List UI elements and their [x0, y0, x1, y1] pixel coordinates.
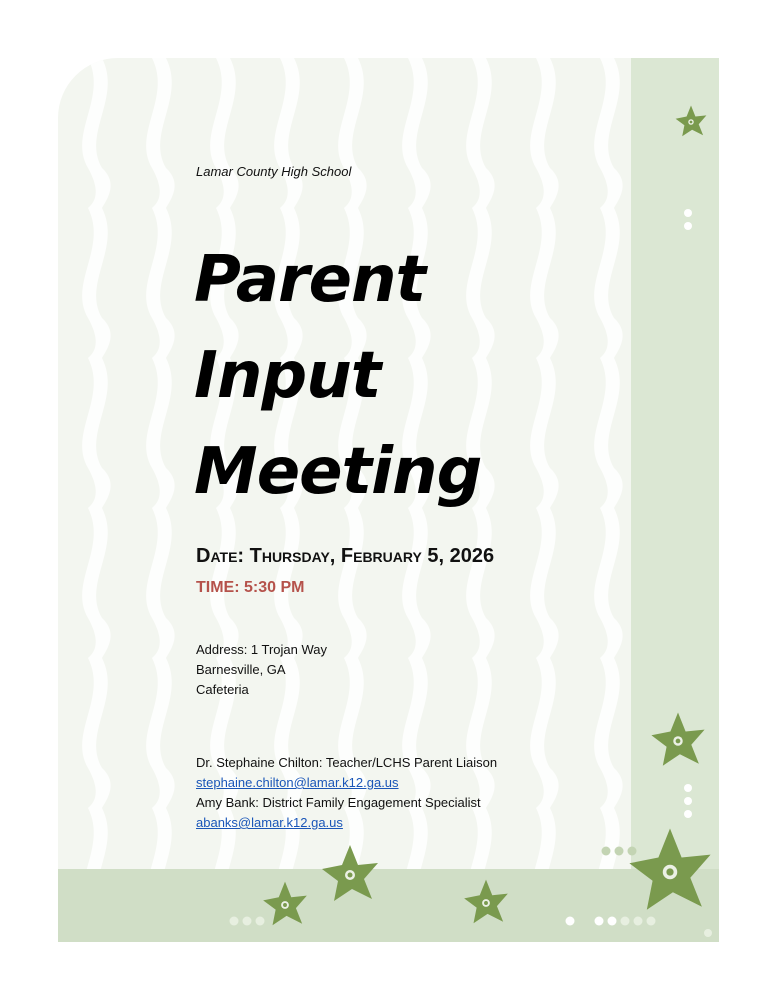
- dots-icon: [566, 917, 713, 938]
- contact-email-link[interactable]: stephaine.chilton@lamar.k12.ga.us: [196, 775, 399, 790]
- contacts-block: [196, 753, 497, 833]
- address-line: Address: 1 Trojan Way: [196, 642, 328, 657]
- flower-icon: [676, 106, 707, 137]
- flower-icon: [651, 713, 704, 766]
- address-block: [196, 640, 327, 700]
- address-city: Barnesville, GA: [196, 662, 286, 677]
- dots-icon: [684, 209, 692, 230]
- contact-name: Dr. Stephaine Chilton: Teacher/LCHS Parent Liaison: [196, 755, 498, 770]
- dots-icon: [230, 917, 265, 926]
- title-line: Meeting: [194, 435, 482, 509]
- flower-icon: [263, 882, 307, 926]
- title-line: Input: [194, 339, 381, 413]
- meeting-date: Date: Thursday, February 5, 2026: [196, 545, 495, 567]
- school-name: Lamar County High School: [196, 164, 352, 179]
- title-line: Parent: [194, 243, 426, 317]
- address-location: Cafeteria: [196, 682, 249, 697]
- flower-icon: [464, 880, 508, 924]
- meeting-time: TIME: 5:30 PM: [196, 579, 305, 596]
- flower-icon: [322, 845, 378, 901]
- contact-name: Amy Bank: District Family Engagement Specialist: [196, 795, 481, 810]
- flower-icon: [629, 829, 710, 910]
- contact-email-link[interactable]: abanks@lamar.k12.ga.us: [196, 815, 343, 830]
- page-title: [194, 232, 614, 520]
- dots-icon: [602, 784, 693, 856]
